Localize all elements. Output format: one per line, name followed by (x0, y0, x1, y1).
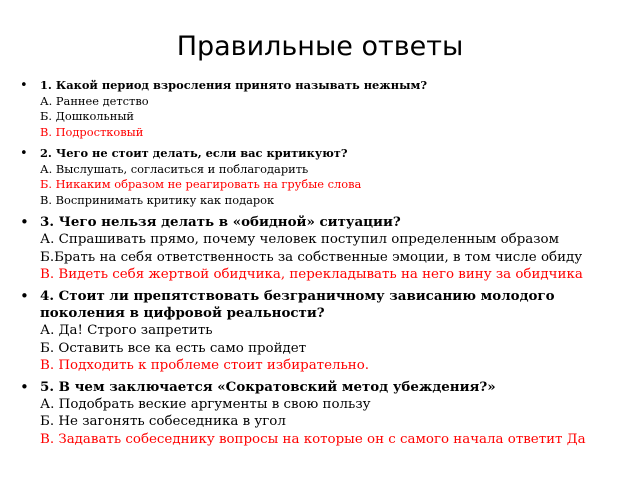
answer-option: А. Да! Строго запретить (40, 323, 213, 339)
question-item-4 (20, 286, 630, 375)
question-item-3 (20, 213, 630, 284)
bullet-icon: • (20, 377, 29, 396)
answer-option: Б. Дошкольный (40, 109, 134, 123)
correct-answer: В. Видеть себя жертвой обидчика, перекладывать на него вину за обидчика (40, 267, 583, 283)
question-text: 4. Стоит ли препятствовать безграничному зависанию молодого поколения в цифровой реальности? (40, 287, 555, 322)
correct-answer: Б. Никаким образом не реагировать на грубые слова (40, 177, 362, 191)
question-item-5 (20, 377, 630, 449)
answer-option: А. Выслушать, согласиться и поблагодарить (40, 161, 309, 176)
answer-option: Б. Не загонять собеседника в угол (40, 414, 286, 430)
bullet-icon: • (20, 146, 28, 161)
question-list (20, 78, 630, 452)
answer-option: А. Раннее детство (40, 93, 149, 108)
bullet-icon: • (20, 78, 28, 93)
answer-option: А. Подобрать веские аргументы в свою пользу (40, 397, 371, 413)
question-text: 3. Чего нельзя делать в «обидной» ситуации? (40, 214, 401, 230)
answer-option: Б. Оставить все ка есть само пройдет (40, 340, 307, 356)
answer-option: В. Воспринимать критику как подарок (40, 192, 275, 207)
correct-answer: В. Задавать собеседнику вопросы на которые он с самого начала ответит Да (40, 431, 586, 447)
correct-answer: В. Подростковый (40, 124, 144, 139)
bullet-icon: • (20, 286, 29, 305)
question-item-1 (20, 78, 630, 140)
bullet-icon: • (20, 213, 29, 231)
answer-option: Б.Брать на себя ответственность за собственные эмоции, в том числе обиду (40, 249, 583, 265)
question-text: 2. Чего не стоит делать, если вас критикуют? (40, 146, 348, 160)
question-text: 5. В чем заключается «Сократовский метод убеждения?» (40, 378, 496, 395)
question-item-2 (20, 146, 630, 208)
slide-title: Правильные ответы (176, 31, 464, 62)
question-text: 1. Какой период взросления принято называть нежным? (40, 78, 428, 92)
correct-answer: В. Подходить к проблеме стоит избирательно. (40, 358, 370, 374)
answer-option: А. Спрашивать прямо, почему человек поступил определенным образом (40, 232, 560, 248)
